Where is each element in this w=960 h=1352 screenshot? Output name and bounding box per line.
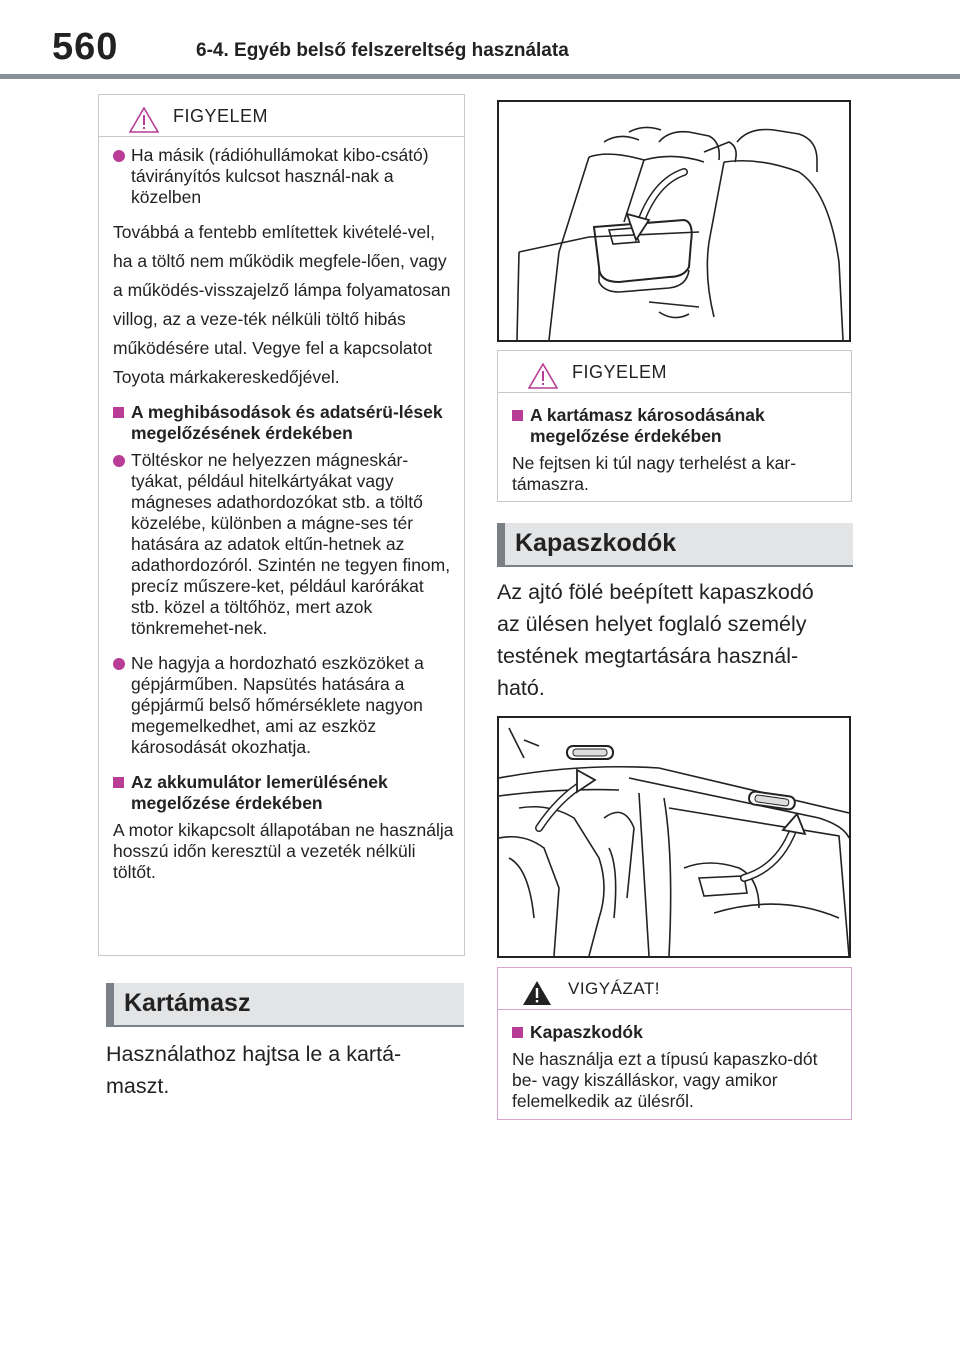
subheading: Kapaszkodók bbox=[512, 1022, 841, 1043]
notice-header bbox=[99, 95, 464, 137]
bullet-item: Ha másik (rádióhullámokat kibo-csátó) távirányítós kulcsot használ-nak a közelben bbox=[113, 145, 454, 208]
section-title: Kapaszkodók bbox=[515, 529, 677, 557]
paragraph: Ne fejtsen ki túl nagy terhelést a kar-támaszra. bbox=[512, 453, 797, 494]
armrest-instruction: Használathoz hajtsa le a kartá-maszt. bbox=[106, 1042, 402, 1098]
notice-body bbox=[498, 393, 851, 511]
chapter-title: 6-4. Egyéb belső felszereltség használata bbox=[196, 40, 569, 61]
caution-triangle-icon bbox=[522, 980, 552, 1006]
subheading: A meghibásodások és adatsérü-lések megelőzésének érdekében bbox=[113, 402, 454, 444]
grab-handle-description: Az ajtó fölé beépített kapaszkodó az ülésen helyet foglaló személy testének megtartására használ-ható. bbox=[497, 580, 814, 700]
caution-title: VIGYÁZAT! bbox=[568, 979, 661, 998]
notice-body bbox=[99, 137, 464, 899]
bullet-item: Töltéskor ne helyezzen mágneskár-tyákat, például hitelkártyákat vagy mágneses adathordozókat stb. a töltő közelébe, különben a mágne-ses tér hatására az adatok eltűn-hetnek az adathordozóról. Szintén ne tegyen finom, precíz műszere-ket, például karórákat stb. közel a töltőhöz, mert azok tönkremehet-nek. bbox=[113, 450, 454, 639]
warning-triangle-icon bbox=[528, 363, 558, 389]
grab-handle-illustration bbox=[497, 716, 851, 958]
page-header bbox=[0, 0, 960, 80]
bullet-item: Ne hagyja a hordozható eszközöket a gépjárműben. Napsütés hatására a gépjármű belső hőmérséklete nagyon megemelkedhet, ami az eszköz károsodását okozhatja. bbox=[113, 653, 454, 758]
armrest-illustration bbox=[497, 100, 851, 342]
caution-header bbox=[498, 968, 851, 1010]
section-heading-grab-handles bbox=[497, 523, 853, 567]
subheading: Az akkumulátor lemerülésének megelőzése érdekében bbox=[113, 772, 454, 814]
notice-header bbox=[498, 351, 851, 393]
section-title: Kartámasz bbox=[124, 989, 251, 1017]
notice-box-left bbox=[98, 94, 465, 956]
caution-box bbox=[497, 967, 852, 1120]
grab-handle-drawing bbox=[499, 718, 851, 958]
paragraph: Ne használja ezt a típusú kapaszko-dót be- vagy kiszálláskor, vagy amikor felemelkedik az ülésről. bbox=[512, 1049, 818, 1111]
armrest-drawing bbox=[499, 102, 851, 342]
paragraph: A motor kikapcsolt állapotában ne használja hosszú időn keresztül a vezeték nélküli töltőt. bbox=[113, 820, 454, 882]
notice-box-right bbox=[497, 350, 852, 502]
notice-title: FIGYELEM bbox=[572, 362, 668, 382]
paragraph: Továbbá a fentebb említettek kivételé-vel, ha a töltő nem működik megfele-lően, vagy a működés-visszajelző lámpa folyamatosan villog, az a veze-ték nélküli töltő hibás működésére utal. Vegye fel a kapcsolatot Toyota márkakereskedőjével. bbox=[113, 222, 451, 387]
notice-title: FIGYELEM bbox=[173, 106, 269, 126]
caution-body bbox=[498, 1010, 851, 1128]
section-heading-armrest bbox=[106, 983, 464, 1027]
warning-triangle-icon bbox=[129, 107, 159, 133]
page-number: 560 bbox=[52, 26, 119, 68]
header-divider bbox=[0, 74, 960, 79]
subheading: A kartámasz károsodásának megelőzése érdekében bbox=[512, 405, 841, 447]
